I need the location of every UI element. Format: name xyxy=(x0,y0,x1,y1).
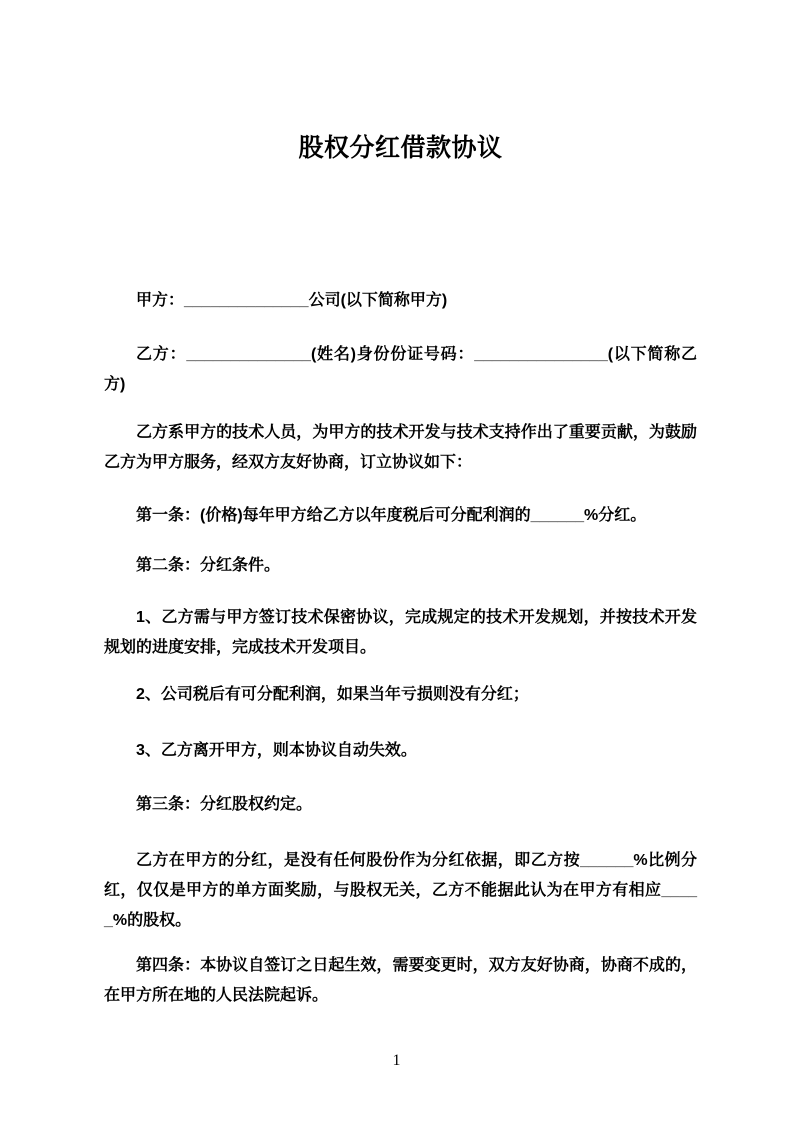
page-number: 1 xyxy=(392,1052,401,1069)
article-3-paragraph: 第三条：分红股权约定。 xyxy=(136,796,313,813)
clause-item-3: 3、乙方离开甲方，则本协议自动失效。 xyxy=(136,742,417,759)
article-4-paragraph: 第四条：本协议自签订之日起生效，需要变更时，双方友好协商，协商不成的，在甲方所在地的人民法院起诉。 xyxy=(104,957,697,1004)
document-title: 股权分红借款协议 xyxy=(298,134,503,162)
article-2-paragraph: 第二条：分红条件。 xyxy=(136,557,281,574)
article-3-body-paragraph: 乙方在甲方的分红，是没有任何股份作为分红依据，即乙方按______%比例分红，仅仅是甲方的单方面奖励，与股权无关，乙方不能据此认为在甲方有相应_____%的股权。 xyxy=(104,852,697,929)
article-1-paragraph: 第一条：(价格)每年甲方给乙方以年度税后可分配利润的______%分红。 xyxy=(136,507,647,524)
party-a-line: 甲方：______________公司(以下简称甲方) xyxy=(136,292,448,309)
party-b-line: 乙方：______________(姓名)身份份证号码：_______________(以下简称乙方) xyxy=(104,346,697,393)
intro-paragraph: 乙方系甲方的技术人员，为甲方的技术开发与技术支持作出了重要贡献，为鼓励乙方为甲方服务，经双方友好协商，订立协议如下： xyxy=(104,424,697,471)
clause-item-1: 1、乙方需与甲方签订技术保密协议，完成规定的技术开发规划，并按技术开发规划的进度安排，完成技术开发项目。 xyxy=(104,609,697,656)
clause-item-2: 2、公司税后有可分配利润，如果当年亏损则没有分红； xyxy=(136,686,529,703)
